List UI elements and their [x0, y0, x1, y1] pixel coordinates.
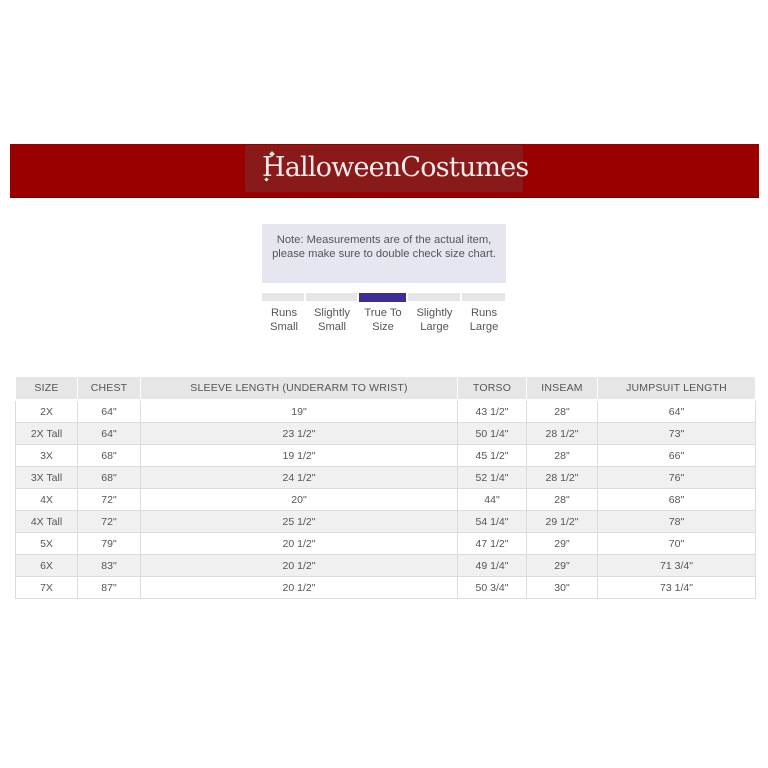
torso-cell: 50 3/4": [458, 577, 527, 599]
jumpsuit-length-cell: 73": [598, 423, 756, 445]
inseam-cell: 30": [527, 577, 598, 599]
column-header-torso: TORSO: [458, 377, 527, 401]
logo-text: HalloweenCostumes: [262, 152, 529, 183]
table-row: [16, 445, 756, 467]
inseam-cell: 28": [527, 489, 598, 511]
inseam-cell: 28": [527, 400, 598, 423]
chest-cell: 83": [78, 555, 141, 577]
jumpsuit-length-cell: 64": [598, 400, 756, 423]
sleeve-cell: 24 1/2": [141, 467, 458, 489]
chest-cell: 68": [78, 467, 141, 489]
column-header-jumpsuit-length: JUMPSUIT LENGTH: [598, 377, 756, 401]
size-cell: 4X Tall: [16, 511, 78, 533]
fit-segment-runs-small: [262, 293, 304, 301]
jumpsuit-length-cell: 73 1/4": [598, 577, 756, 599]
table-row: [16, 533, 756, 555]
torso-cell: 44": [458, 489, 527, 511]
sleeve-cell: 20 1/2": [141, 577, 458, 599]
inseam-cell: 29": [527, 533, 598, 555]
torso-cell: 43 1/2": [458, 400, 527, 423]
size-cell: 4X: [16, 489, 78, 511]
table-row: [16, 511, 756, 533]
sleeve-cell: 20": [141, 489, 458, 511]
fit-segment-runs-large: [462, 293, 505, 301]
table-row: [16, 467, 756, 489]
jumpsuit-length-cell: 71 3/4": [598, 555, 756, 577]
sleeve-cell: 23 1/2": [141, 423, 458, 445]
sleeve-cell: 25 1/2": [141, 511, 458, 533]
chest-cell: 72": [78, 511, 141, 533]
size-cell: 7X: [16, 577, 78, 599]
fit-label-runs-small: Runs Small: [270, 307, 298, 334]
torso-cell: 47 1/2": [458, 533, 527, 555]
fit-segment-slightly-small: [306, 293, 357, 301]
chest-cell: 79": [78, 533, 141, 555]
size-chart-table: [15, 376, 756, 599]
size-cell: 3X Tall: [16, 467, 78, 489]
fit-segment-slightly-large: [408, 293, 460, 301]
size-cell: 6X: [16, 555, 78, 577]
column-header-inseam: INSEAM: [527, 377, 598, 401]
sleeve-cell: 20 1/2": [141, 533, 458, 555]
sleeve-cell: 20 1/2": [141, 555, 458, 577]
torso-cell: 52 1/4": [458, 467, 527, 489]
table-row: [16, 489, 756, 511]
torso-cell: 49 1/4": [458, 555, 527, 577]
column-header-sleeve-length: SLEEVE LENGTH (UNDERARM TO WRIST): [141, 377, 458, 401]
measurement-note: Note: Measurements are of the actual item, please make sure to double check size chart.: [272, 234, 496, 261]
size-cell: 5X: [16, 533, 78, 555]
table-header-row: [16, 377, 756, 401]
jumpsuit-length-cell: 78": [598, 511, 756, 533]
column-header-size: SIZE: [16, 377, 78, 401]
inseam-cell: 29 1/2": [527, 511, 598, 533]
table-row: [16, 577, 756, 599]
table-row: [16, 555, 756, 577]
column-header-chest: CHEST: [78, 377, 141, 401]
fit-label-true-to-size: True To Size: [364, 307, 402, 334]
jumpsuit-length-cell: 68": [598, 489, 756, 511]
chest-cell: 64": [78, 423, 141, 445]
inseam-cell: 29": [527, 555, 598, 577]
fit-label-slightly-large: Slightly Large: [416, 307, 453, 334]
table-row: [16, 423, 756, 445]
torso-cell: 50 1/4": [458, 423, 527, 445]
torso-cell: 54 1/4": [458, 511, 527, 533]
size-cell: 2X: [16, 400, 78, 423]
sleeve-cell: 19": [141, 400, 458, 423]
chest-cell: 64": [78, 400, 141, 423]
jumpsuit-length-cell: 70": [598, 533, 756, 555]
chest-cell: 72": [78, 489, 141, 511]
table-row: [16, 400, 756, 423]
jumpsuit-length-cell: 66": [598, 445, 756, 467]
chest-cell: 87": [78, 577, 141, 599]
fit-label-slightly-small: Slightly Small: [313, 307, 351, 334]
inseam-cell: 28": [527, 445, 598, 467]
fit-segment-true-to-size: [359, 293, 406, 302]
chest-cell: 68": [78, 445, 141, 467]
sleeve-cell: 19 1/2": [141, 445, 458, 467]
size-cell: 3X: [16, 445, 78, 467]
inseam-cell: 28 1/2": [527, 423, 598, 445]
size-cell: 2X Tall: [16, 423, 78, 445]
fit-label-runs-large: Runs Large: [469, 307, 499, 334]
torso-cell: 45 1/2": [458, 445, 527, 467]
jumpsuit-length-cell: 76": [598, 467, 756, 489]
inseam-cell: 28 1/2": [527, 467, 598, 489]
